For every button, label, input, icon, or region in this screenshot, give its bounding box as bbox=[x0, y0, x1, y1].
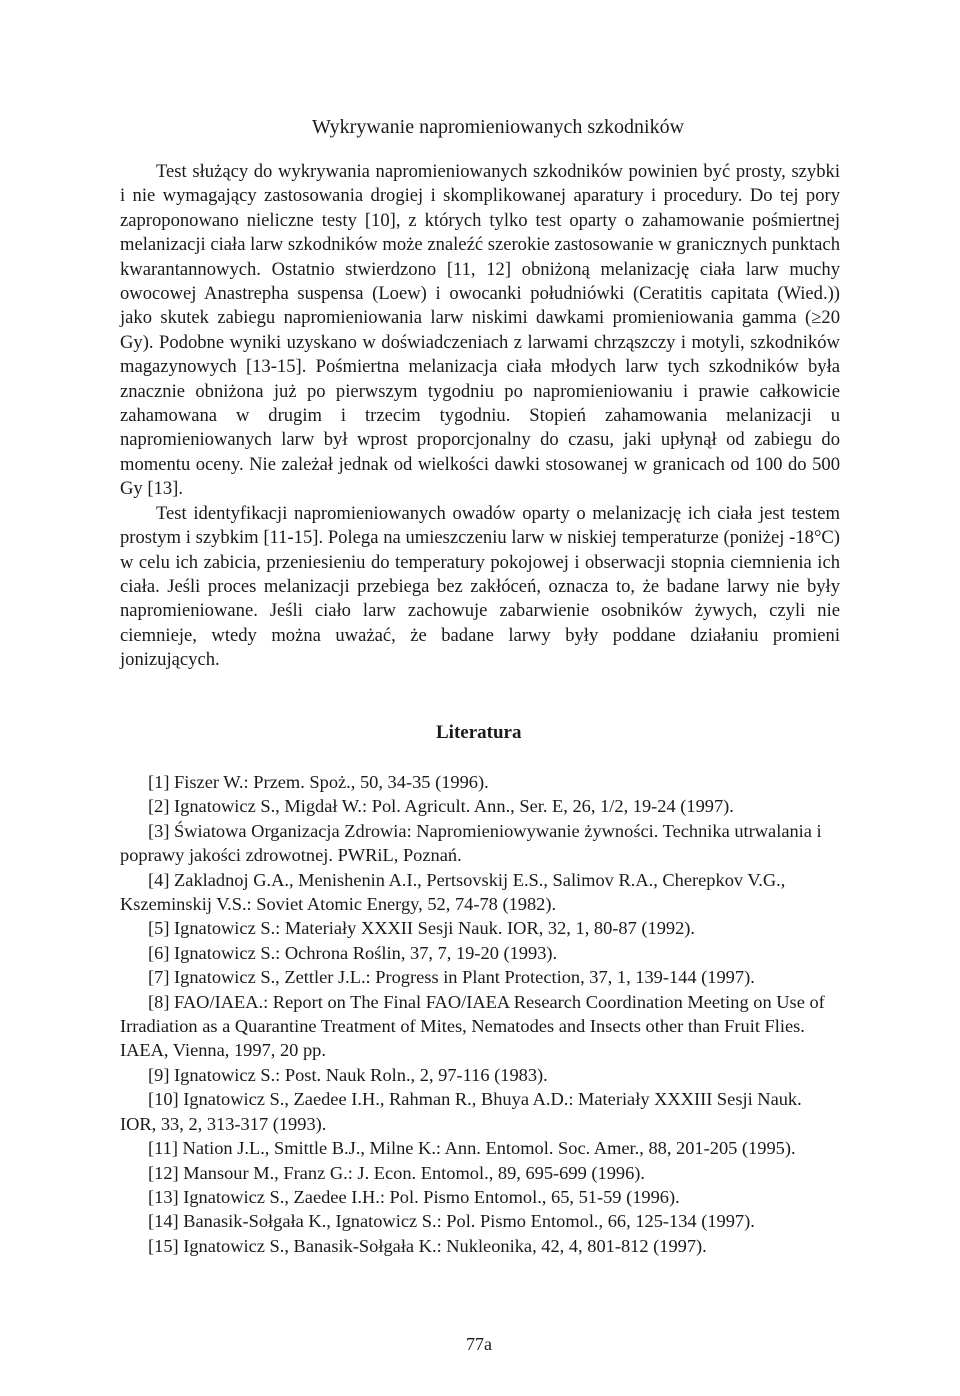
reference-item: [7] Ignatowicz S., Zettler J.L.: Progress in Plant Protection, 37, 1, 139-144 (1997). bbox=[148, 967, 755, 988]
reference-list bbox=[120, 770, 840, 1258]
reference-item: [12] Mansour M., Franz G.: J. Econ. Entomol., 89, 695-699 (1996). bbox=[148, 1162, 645, 1183]
reference-item: [11] Nation J.L., Smittle B.J., Milne K.: Ann. Entomol. Soc. Amer., 88, 201-205 (1995). bbox=[148, 1138, 796, 1159]
reference-item: [2] Ignatowicz S., Migdał W.: Pol. Agricult. Ann., Ser. E, 26, 1/2, 19-24 (1997). bbox=[148, 796, 734, 817]
reference-item: [4] Zakladnoj G.A., Menishenin A.I., Pertsovskij E.S., Salimov R.A., Cherepkov V.G., Kszeminskij V.S.: Soviet Atomic Energy, 52, 74-78 (1982). bbox=[120, 869, 786, 915]
reference-item: [10] Ignatowicz S., Zaedee I.H., Rahman R., Bhuya A.D.: Materiały XXXIII Sesji Nauk. IOR, 33, 2, 313-317 (1993). bbox=[120, 1089, 802, 1134]
reference-item: [14] Banasik-Sołgała K., Ignatowicz S.: Pol. Pismo Entomol., 66, 125-134 (1997). bbox=[148, 1211, 755, 1232]
paragraph: Test służący do wykrywania napromieniowanych szkodników powinien być prosty, szybki i nie wymagający zastosowania drogiej i skomplikowanej aparatury i procedury. Do tej pory zaproponowano nieliczne testy [10], z których tylko test oparty o zahamowanie pośmiertnej melanizacji ciała larw szkodników może znaleźć szerokie zastosowanie w granicznych punktach kwarantannowych. Ostatnio stwierdzono [11, 12] obniżoną melanizację ciała larw muchy owocowej Anastrepha suspensa (Loew) i owocanki południówki (Ceratitis capitata (Wied.)) jako skutek zabiegu napromieniowania larw niskimi dawkami promieniowania gamma (≥20 Gy). Podobne wyniki uzyskano w doświadczeniach z larwami chrząszczy i motyli, szkodników magazynowych [13-15]. Pośmiertna melanizacja ciała młodych larw tych szkodników była znacznie obniżona już po pierwszym tygodniu po napromieniowaniu i prawie całkowicie zahamowana w drugim i trzecim tygodniu. Stopień zahamowania melanizacji u napromieniowanych larw był wprost proporcjonalny do czasu, jaki upłynął od zabiegu do momentu oceny. Nie zależał jednak od wielkości dawki stosowanej w granicach od 100 do 500 Gy [13]. bbox=[120, 161, 840, 500]
reference-item: [1] Fiszer W.: Przem. Spoż., 50, 34-35 (1996). bbox=[148, 772, 489, 792]
reference-item: [6] Ignatowicz S.: Ochrona Roślin, 37, 7, 19-20 (1993). bbox=[148, 942, 558, 963]
page-number: 77a bbox=[466, 1334, 492, 1354]
reference-item: [5] Ignatowicz S.: Materiały XXXII Sesji Nauk. IOR, 32, 1, 80-87 (1992). bbox=[148, 918, 696, 939]
literature-heading: Literatura bbox=[436, 722, 522, 743]
page-title: Wykrywanie napromieniowanych szkodników bbox=[312, 116, 685, 138]
reference-item: [3] Światowa Organizacja Zdrowia: Napromieniowywanie żywności. Technika utrwalania i poprawy jakości zdrowotnej. PWRiL, Poznań. bbox=[120, 820, 822, 866]
reference-item: [9] Ignatowicz S.: Post. Nauk Roln., 2, 97-116 (1983). bbox=[148, 1064, 548, 1085]
body-text bbox=[120, 160, 840, 673]
reference-item: [15] Ignatowicz S., Banasik-Sołgała K.: Nukleonika, 42, 4, 801-812 (1997). bbox=[148, 1235, 707, 1256]
reference-item: [8] FAO/IAEA.: Report on The Final FAO/IAEA Research Coordination Meeting on Use of Irradiation as a Quarantine Treatment of Mites, Nematodes and Insects other than Fruit Flies. IAEA, Vienna, 1997, 20 pp. bbox=[120, 991, 825, 1061]
paragraph: Test identyfikacji napromieniowanych owadów oparty o melanizację ich ciała jest testem prostym i szybkim [11-15]. Polega na umieszczeniu larw w niskiej temperaturze (poniżej -18°C) w celu ich zabicia, przeniesieniu do temperatury pokojowej i obserwacji stopnia ciemnienia ich ciała. Jeśli proces melanizacji przebiega bez zakłóceń, oznacza to, że badane larwy nie były napromieniowane. Jeśli ciało larw zachowuje zabarwienie osobników żywych, czyli nie ciemnieje, wtedy można uważać, że badane larwy były poddane działaniu promieni jonizujących. bbox=[120, 502, 840, 671]
reference-item: [13] Ignatowicz S., Zaedee I.H.: Pol. Pismo Entomol., 65, 51-59 (1996). bbox=[148, 1186, 680, 1207]
